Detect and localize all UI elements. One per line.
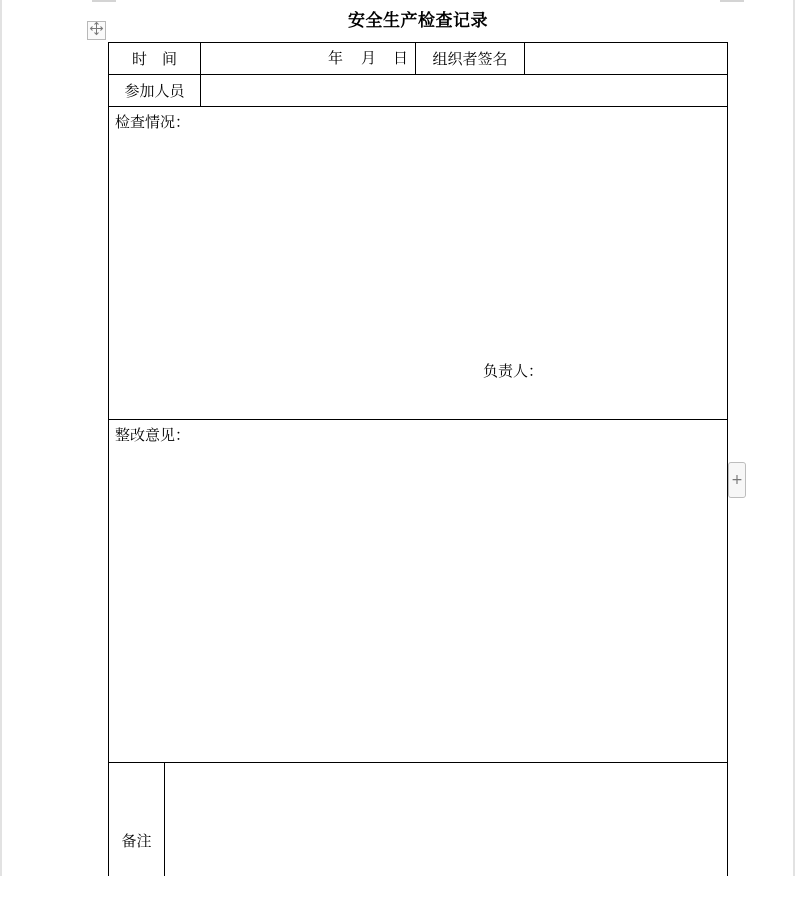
inspection-cell[interactable] [109, 107, 727, 419]
add-column-button[interactable] [728, 462, 746, 498]
inspection-label: 检查情况： [115, 113, 191, 131]
table-move-handle[interactable] [87, 21, 106, 40]
date-year-label: 年 [328, 49, 344, 67]
participants-label-cell [109, 75, 200, 106]
participants-value-cell[interactable] [201, 75, 727, 106]
organizer-signature-label: 组织者签名 [432, 49, 508, 68]
table-border-right [727, 42, 728, 876]
remarks-label-cell [109, 763, 164, 918]
plus-icon: + [731, 472, 743, 488]
time-label: 时 间 [131, 49, 177, 68]
page-corner-mark-left [92, 0, 116, 2]
rectification-label: 整改意见： [115, 426, 191, 444]
date-value-cell[interactable] [201, 43, 415, 74]
remarks-label: 备注 [121, 831, 152, 850]
organizer-signature-cell[interactable] [525, 43, 727, 74]
rectification-cell[interactable] [109, 420, 727, 762]
participants-label: 参加人员 [124, 81, 185, 100]
document-title: 安全生产检查记录 [348, 11, 488, 31]
page-edge-left [0, 0, 2, 876]
responsible-person-label: 负责人： [483, 362, 544, 380]
time-label-cell [109, 43, 200, 74]
page-corner-mark-right [720, 0, 744, 2]
remarks-value-cell[interactable] [165, 763, 727, 876]
organizer-label-cell [416, 43, 524, 74]
date-month-label: 月 [361, 49, 377, 67]
date-day-label: 日 [393, 49, 409, 67]
move-arrows-icon [89, 21, 104, 40]
